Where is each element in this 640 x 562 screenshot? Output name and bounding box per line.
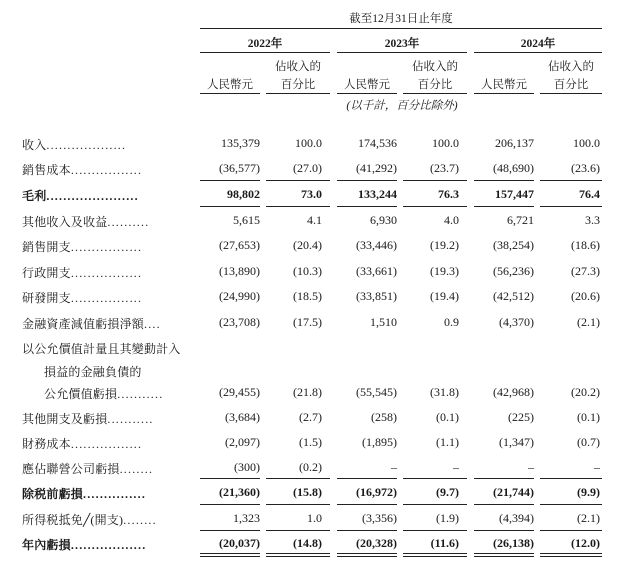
subtotal-rule xyxy=(200,504,260,505)
subtotal-rule xyxy=(266,206,330,207)
row-leader-dots: ...................... xyxy=(46,189,139,203)
cell-pct-2024: (23.6) xyxy=(571,161,600,175)
row-label xyxy=(22,238,142,255)
subtotal-rule xyxy=(403,504,467,505)
cell-pct-2024: (20.2) xyxy=(571,385,600,399)
subtotal-rule xyxy=(540,504,602,505)
cell-rmb-2024: (21,744) xyxy=(493,485,534,499)
cell-rmb-2023: (1,895) xyxy=(362,435,397,449)
cell-rmb-2022: (20,037) xyxy=(219,536,260,550)
rmb-header-2023: 人民幣元 xyxy=(344,79,390,91)
subheader-rule xyxy=(337,93,397,94)
cell-pct-2022: (15.8) xyxy=(293,485,322,499)
row-leader-dots: ................... xyxy=(46,138,127,152)
row-leader-dots: .......... xyxy=(107,215,150,229)
row-label xyxy=(22,264,142,281)
cell-rmb-2024: (1,347) xyxy=(499,435,534,449)
row-label-text: 行政開支 xyxy=(22,266,71,280)
subtotal-rule xyxy=(200,530,260,531)
cell-pct-2023: (31.8) xyxy=(430,385,459,399)
row-label-text: 研發開支 xyxy=(22,291,71,305)
cell-rmb-2023: – xyxy=(391,460,397,474)
cell-pct-2024: (20.6) xyxy=(571,289,600,303)
pct-header-2024-l1: 佔收入的 xyxy=(548,61,594,73)
cell-pct-2022: (18.5) xyxy=(293,289,322,303)
cell-pct-2023: (1.9) xyxy=(436,511,459,525)
cell-rmb-2022: (2,097) xyxy=(225,435,260,449)
cell-pct-2024: (9.9) xyxy=(577,485,600,499)
cell-rmb-2023: (3,356) xyxy=(362,511,397,525)
subtotal-rule xyxy=(266,504,330,505)
cell-pct-2024: (2.1) xyxy=(577,511,600,525)
cell-rmb-2022: 98,802 xyxy=(227,187,260,201)
cell-pct-2024: 100.0 xyxy=(573,136,600,150)
cell-rmb-2023: (41,292) xyxy=(356,161,397,175)
row-label xyxy=(22,460,153,477)
cell-pct-2024: (0.7) xyxy=(577,435,600,449)
row-label-text: 財務成本 xyxy=(22,437,71,451)
row-label xyxy=(22,315,161,332)
cell-rmb-2024: (56,236) xyxy=(493,264,534,278)
row-label-text: 銷售開支 xyxy=(22,240,71,254)
subtotal-rule xyxy=(266,478,330,479)
year-2022: 2022年 xyxy=(247,38,283,50)
cell-pct-2023: (19.4) xyxy=(430,289,459,303)
total-double-rule xyxy=(266,553,330,557)
cell-pct-2022: (17.5) xyxy=(293,315,322,329)
pct-header-2023-l1: 佔收入的 xyxy=(412,61,458,73)
cell-rmb-2024: (4,370) xyxy=(499,315,534,329)
cell-rmb-2024: 206,137 xyxy=(495,136,534,150)
total-double-rule xyxy=(337,553,397,557)
cell-pct-2023: (1.1) xyxy=(436,435,459,449)
row-label xyxy=(22,187,139,204)
cell-pct-2023: 4.0 xyxy=(444,213,459,227)
cell-pct-2023: (19.2) xyxy=(430,238,459,252)
row-label-text: 收入 xyxy=(22,138,47,152)
cell-pct-2022: 4.1 xyxy=(307,213,322,227)
year-rule-2023 xyxy=(337,52,467,53)
subtotal-rule xyxy=(337,478,397,479)
cell-pct-2023: (19.3) xyxy=(430,264,459,278)
total-double-rule xyxy=(474,553,534,557)
subtotal-rule xyxy=(540,206,602,207)
cell-rmb-2022: (24,990) xyxy=(219,289,260,303)
year-rule-2022 xyxy=(200,52,330,53)
cell-rmb-2024: (38,254) xyxy=(493,238,534,252)
pct-header-2022-l1: 佔收入的 xyxy=(275,61,321,73)
subtotal-rule xyxy=(200,478,260,479)
row-label-text: 應佔聯營公司虧損 xyxy=(22,462,120,476)
row-label xyxy=(44,363,142,380)
row-label xyxy=(22,161,142,178)
year-rule-2024 xyxy=(474,52,602,53)
total-double-rule xyxy=(540,553,602,557)
cell-pct-2024: (27.3) xyxy=(571,264,600,278)
cell-pct-2022: 73.0 xyxy=(301,187,322,201)
cell-pct-2024: – xyxy=(594,460,600,474)
cell-rmb-2022: (21,360) xyxy=(219,485,260,499)
subtotal-rule xyxy=(266,180,330,181)
row-label xyxy=(22,485,146,502)
cell-rmb-2022: (36,577) xyxy=(219,161,260,175)
row-leader-dots: ................. xyxy=(70,437,143,451)
subtotal-rule xyxy=(337,504,397,505)
cell-rmb-2023: (16,972) xyxy=(356,485,397,499)
cell-pct-2023: – xyxy=(453,460,459,474)
row-label xyxy=(22,213,149,230)
cell-pct-2022: (1.5) xyxy=(299,435,322,449)
row-label-text: 除税前虧損 xyxy=(22,487,84,501)
subtotal-rule xyxy=(474,478,534,479)
cell-pct-2024: (2.1) xyxy=(577,315,600,329)
subtotal-rule xyxy=(540,180,602,181)
subtotal-rule xyxy=(266,530,330,531)
subtotal-rule xyxy=(337,180,397,181)
row-leader-dots: ........... xyxy=(107,412,154,426)
cell-pct-2022: (27.0) xyxy=(293,161,322,175)
row-label xyxy=(44,385,163,402)
pct-header-2022-l2: 百分比 xyxy=(280,79,316,91)
cell-pct-2022: (20.4) xyxy=(293,238,322,252)
period-rule xyxy=(200,28,602,29)
subtotal-rule xyxy=(474,180,534,181)
row-label-text: 毛利 xyxy=(22,189,47,203)
cell-rmb-2024: (42,512) xyxy=(493,289,534,303)
row-leader-dots: ................. xyxy=(70,163,143,177)
subtotal-rule xyxy=(337,530,397,531)
row-label-text: 損益的金融負債的 xyxy=(44,365,142,379)
subtotal-rule xyxy=(403,206,467,207)
row-label-text: 所得税抵免╱(開支) xyxy=(22,513,124,527)
subheader-rule xyxy=(540,93,602,94)
row-leader-dots: .................. xyxy=(70,538,147,552)
cell-rmb-2022: (3,684) xyxy=(225,410,260,424)
subtotal-rule xyxy=(474,206,534,207)
row-label xyxy=(22,511,157,528)
row-label xyxy=(22,435,142,452)
cell-pct-2022: (0.2) xyxy=(299,460,322,474)
total-double-rule xyxy=(403,553,467,557)
cell-pct-2022: (21.8) xyxy=(293,385,322,399)
cell-rmb-2023: 6,930 xyxy=(370,213,397,227)
row-label-text: 銷售成本 xyxy=(22,163,71,177)
cell-rmb-2024: (26,138) xyxy=(493,536,534,550)
cell-rmb-2023: (55,545) xyxy=(356,385,397,399)
cell-rmb-2023: 133,244 xyxy=(358,187,397,201)
cell-pct-2024: 3.3 xyxy=(585,213,600,227)
row-label-text: 金融資產減值虧損淨額 xyxy=(22,317,145,331)
cell-pct-2022: 100.0 xyxy=(295,136,322,150)
cell-pct-2022: (14.8) xyxy=(293,536,322,550)
row-leader-dots: ................. xyxy=(70,291,143,305)
subheader-rule xyxy=(200,93,260,94)
cell-pct-2022: (10.3) xyxy=(293,264,322,278)
cell-rmb-2022: (300) xyxy=(234,460,260,474)
row-label xyxy=(22,536,146,553)
subheader-rule xyxy=(266,93,330,94)
cell-rmb-2022: (27,653) xyxy=(219,238,260,252)
row-label-text: 公允價值虧損 xyxy=(44,387,118,401)
row-label xyxy=(22,136,126,153)
cell-rmb-2023: (33,661) xyxy=(356,264,397,278)
row-label xyxy=(22,410,154,427)
row-label xyxy=(22,289,142,306)
units-note: (以千計，百分比除外) xyxy=(346,100,458,112)
pct-header-2023-l2: 百分比 xyxy=(417,79,453,91)
cell-pct-2023: (0.1) xyxy=(436,410,459,424)
subtotal-rule xyxy=(474,504,534,505)
cell-rmb-2024: – xyxy=(528,460,534,474)
cell-rmb-2023: (33,851) xyxy=(356,289,397,303)
year-2024: 2024年 xyxy=(520,38,556,50)
cell-rmb-2022: (13,890) xyxy=(219,264,260,278)
cell-rmb-2024: (42,968) xyxy=(493,385,534,399)
subtotal-rule xyxy=(540,530,602,531)
total-double-rule xyxy=(200,553,260,557)
row-label-text: 以公允價值計量且其變動計入 xyxy=(22,342,181,356)
cell-pct-2022: (2.7) xyxy=(299,410,322,424)
cell-pct-2023: (23.7) xyxy=(430,161,459,175)
rmb-header-2022: 人民幣元 xyxy=(207,79,253,91)
cell-pct-2024: (12.0) xyxy=(571,536,600,550)
subtotal-rule xyxy=(403,530,467,531)
row-leader-dots: ........ xyxy=(119,462,154,476)
subtotal-rule xyxy=(540,478,602,479)
rmb-header-2024: 人民幣元 xyxy=(481,79,527,91)
row-label-text: 其他收入及收益 xyxy=(22,215,108,229)
row-label-text: 年內虧損 xyxy=(22,538,71,552)
cell-rmb-2022: 1,323 xyxy=(233,511,260,525)
cell-pct-2024: 76.4 xyxy=(579,187,600,201)
cell-rmb-2024: (225) xyxy=(508,410,534,424)
pct-header-2024-l2: 百分比 xyxy=(553,79,589,91)
subtotal-rule xyxy=(337,206,397,207)
cell-pct-2023: 0.9 xyxy=(444,315,459,329)
subheader-rule xyxy=(474,93,534,94)
cell-pct-2024: (18.6) xyxy=(571,238,600,252)
cell-rmb-2023: (258) xyxy=(371,410,397,424)
cell-rmb-2024: 6,721 xyxy=(507,213,534,227)
cell-rmb-2023: 174,536 xyxy=(358,136,397,150)
cell-rmb-2023: 1,510 xyxy=(370,315,397,329)
cell-rmb-2024: 157,447 xyxy=(495,187,534,201)
row-leader-dots: ............... xyxy=(83,487,147,501)
cell-rmb-2024: (4,394) xyxy=(499,511,534,525)
cell-pct-2023: 76.3 xyxy=(438,187,459,201)
cell-pct-2023: (11.6) xyxy=(430,536,459,550)
cell-pct-2023: 100.0 xyxy=(432,136,459,150)
subtotal-rule xyxy=(200,206,260,207)
cell-rmb-2023: (20,328) xyxy=(356,536,397,550)
row-leader-dots: ........... xyxy=(117,387,164,401)
period-heading: 截至12月31日止年度 xyxy=(349,13,453,25)
row-leader-dots: ........ xyxy=(123,513,157,527)
cell-rmb-2022: (29,455) xyxy=(219,385,260,399)
cell-rmb-2022: 135,379 xyxy=(221,136,260,150)
subtotal-rule xyxy=(403,478,467,479)
cell-pct-2023: (9.7) xyxy=(436,485,459,499)
cell-pct-2022: 1.0 xyxy=(307,511,322,525)
row-label-text: 其他開支及虧損 xyxy=(22,412,108,426)
row-leader-dots: ................. xyxy=(70,240,143,254)
cell-rmb-2022: (23,708) xyxy=(219,315,260,329)
row-leader-dots: ................. xyxy=(70,266,143,280)
cell-rmb-2024: (48,690) xyxy=(493,161,534,175)
cell-pct-2024: (0.1) xyxy=(577,410,600,424)
cell-rmb-2023: (33,446) xyxy=(356,238,397,252)
cell-rmb-2022: 5,615 xyxy=(233,213,260,227)
year-2023: 2023年 xyxy=(384,38,420,50)
row-leader-dots: .... xyxy=(144,317,161,331)
subtotal-rule xyxy=(403,180,467,181)
subheader-rule xyxy=(403,93,467,94)
subtotal-rule xyxy=(474,530,534,531)
row-label xyxy=(22,340,181,357)
subtotal-rule xyxy=(200,180,260,181)
